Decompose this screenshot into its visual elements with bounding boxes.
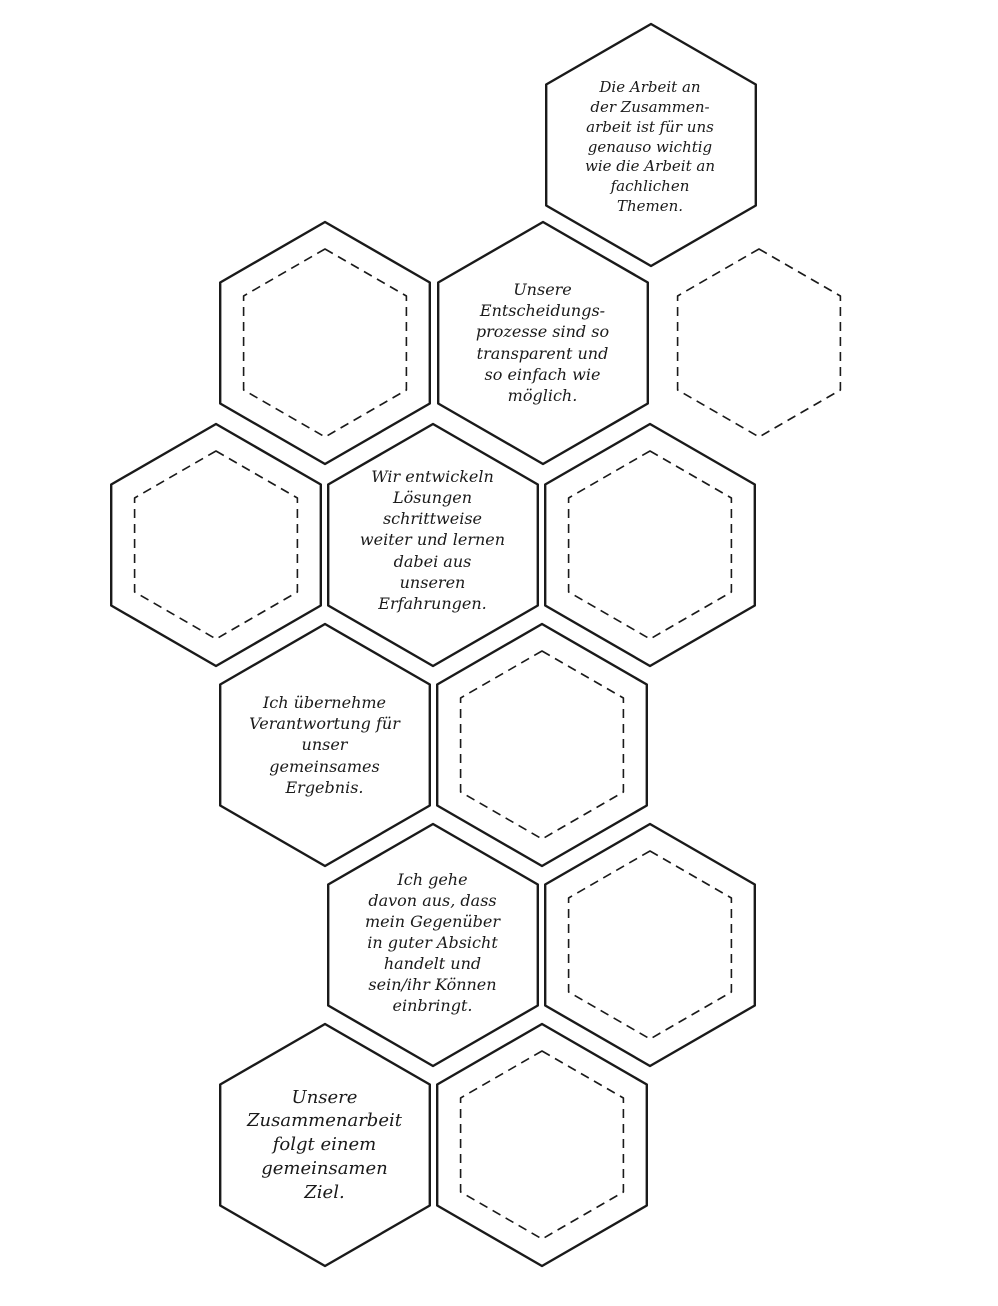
hex-empty-outline [437, 624, 647, 866]
hex-empty-dashed [569, 851, 732, 1039]
statement-decision-processes: Unsere Entscheidungs- prozesse sind so transparent und so einfach wie möglich. [475, 280, 610, 405]
statement-common-goal: Unsere Zusammenarbeit folgt einem gemeinsamen Ziel. [247, 1086, 402, 1203]
hex-empty-outline [111, 424, 321, 666]
hex-empty-dashed [461, 651, 624, 839]
hex-statement-cooperation-work-outline [546, 24, 756, 266]
hex-empty-outline [545, 824, 755, 1066]
hex-empty-outline [545, 424, 755, 666]
hex-empty-dashed [569, 451, 732, 639]
hex-statement-decision-processes-outline [438, 222, 648, 464]
hex-empty-dashed [135, 451, 298, 639]
hex-statement-responsibility-outline [220, 624, 430, 866]
hex-cutout-dashed [678, 249, 841, 437]
hex-empty-outline [220, 222, 430, 464]
hex-empty-dashed [244, 249, 407, 437]
statement-iterative-solutions: Wir entwickeln Lösungen schrittweise weiter und lernen dabei aus unseren Erfahrungen. [359, 467, 506, 613]
hex-statement-good-intention-outline [328, 824, 538, 1066]
statement-good-intention: Ich gehe davon aus, dass mein Gegenüber in guter Absicht handelt und sein/ihr Können einbringt. [364, 869, 501, 1016]
hex-statement-common-goal-outline [220, 1024, 430, 1266]
hex-statement-iterative-solutions-outline [328, 424, 538, 666]
hex-empty-outline [437, 1024, 647, 1266]
statement-responsibility: Ich übernehme Verantwortung für unser gemeinsames Ergebnis. [249, 693, 400, 797]
statement-cooperation-work: Die Arbeit an der Zusammen- arbeit ist für uns genauso wichtig wie die Arbeit an fachlichen Themen. [584, 78, 715, 215]
hex-empty-dashed [461, 1051, 624, 1239]
